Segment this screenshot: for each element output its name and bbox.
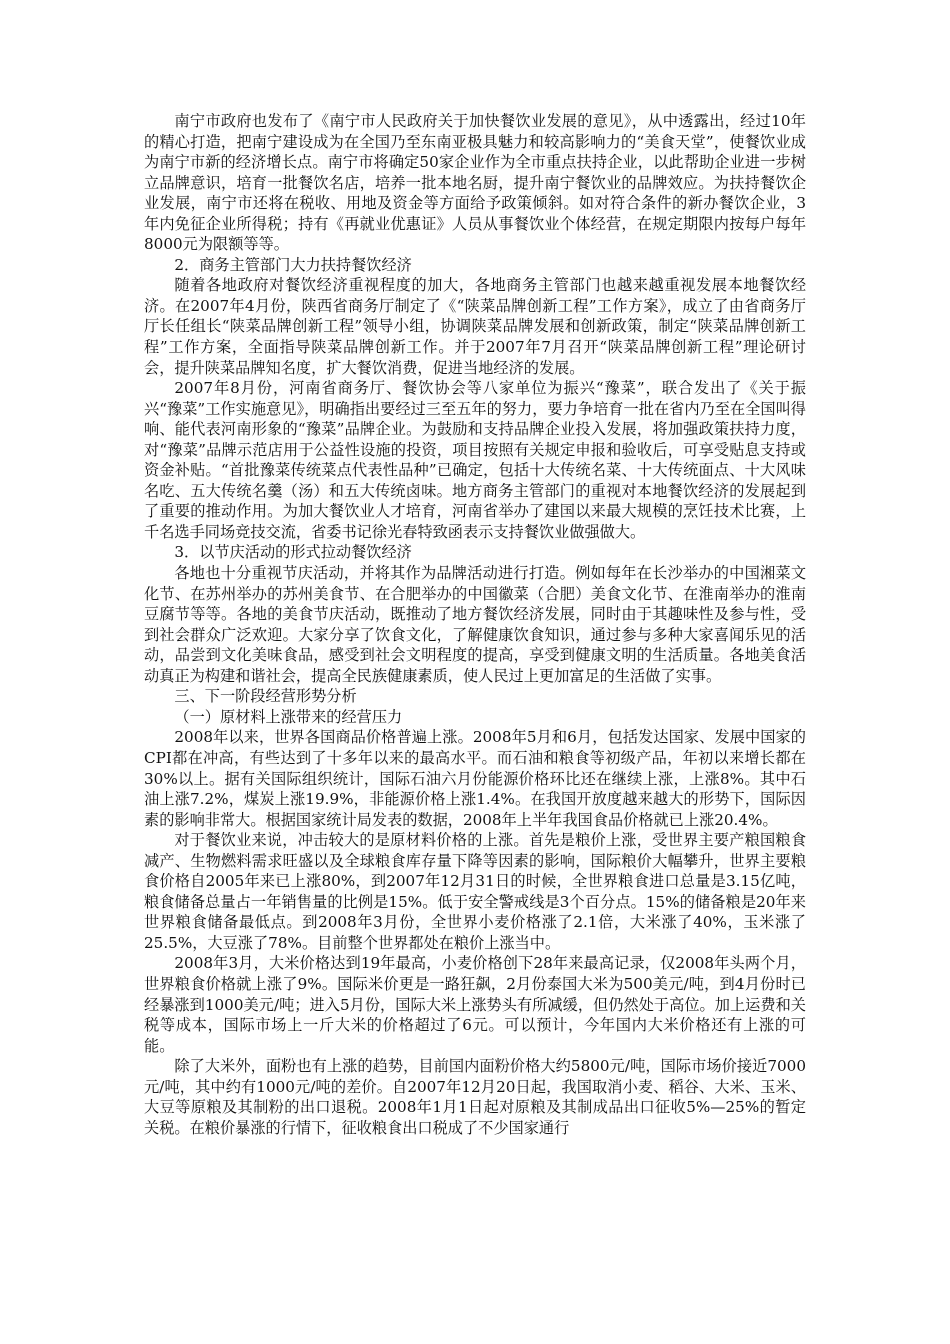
paragraph-grain-prices: 对于餐饮业来说，冲击较大的是原材料价格的上涨。首先是粮价上涨，受世界主要产粮国粮食减产、生物燃料需求旺盛以及全球粮食库存量下降等因素的影响，国际粮价大幅攀升，世界主要粮食价格自2005年来已上涨80%，到2007年12月31日的时候，全世界粮食进口总量是3.15亿吨，粮食储备总量占一年销售量的比例是15%。低于安全警戒线是3个百分点。15%的储备粮是20年来世界粮食储备最低点。到2008年3月份，全世界小麦价格涨了2.1倍，大米涨了40%，玉米涨了25.5%，大豆涨了78%。目前整个世界都处在粮价上涨当中。: [144, 831, 806, 952]
paragraph-rice-prices: 2008年3月，大米价格达到19年最高，小麦价格创下28年来最高记录，仅2008年头两个月，世界粮食价格就上涨了9%。国际米价更是一路狂飙，2月份泰国大米为500美元/吨，到4月份时已经暴涨到1000美元/吨；进入5月份，国际大米上涨势头有所减缓，但仍然处于高位。加上运费和关税等成本，国际市场上一斤大米的价格超过了6元。可以预计，今年国内大米价格还有上涨的可能。: [144, 954, 806, 1055]
section-heading-festivals: 3．以节庆活动的形式拉动餐饮经济: [174, 543, 412, 562]
paragraph-food-festivals: 各地也十分重视节庆活动，并将其作为品牌活动进行打造。例如每年在长沙举办的中国湘菜文化节、在苏州举办的苏州美食节、在合肥举办的中国徽菜（合肥）美食文化节、在淮南举办的淮南豆腐节等等。各地的美食节庆活动，既推动了地方餐饮经济发展，同时由于其趣味性及参与性，受到社会群众广泛欢迎。大家分享了饮食文化，了解健康饮食知识，通过参与多种大家喜闻乐见的活动，品尝到文化美味食品，感受到社会文明程度的提高，享受到健康文明的生活质量。各地美食活动真正为构建和谐社会，提高全民族健康素质，使人民过上更加富足的生活做了实事。: [144, 564, 806, 685]
section-heading-commerce-support: 2．商务主管部门大力扶持餐饮经济: [174, 255, 412, 274]
paragraph-henan-yucai: 2007年8月份，河南省商务厅、餐饮协会等八家单位为振兴“豫菜”，联合发出了《关于振兴“豫菜”工作实施意见》，明确指出要经过三至五年的努力，要力争培育一批在省内乃至在全国叫得响、能代表河南形象的“豫菜”品牌企业。为鼓励和支持品牌企业投入发展，将加强政策扶持力度，对“豫菜”品牌示范店用于公益性设施的投资，项目按照有关规定申报和验收后，可享受贴息支持或资金补贴。“首批豫菜传统菜点代表性品种”已确定，包括十大传统名菜、十大传统面点、十大风味名吃、五大传统名羹（汤）和五大传统卤味。地方商务主管部门的重视对本地餐饮经济的发展起到了重要的推动作用。为加大餐饮业人才培育，河南省举办了建国以来最大规模的烹饪技术比赛，上千名选手同场竞技交流，省委书记徐光春特致函表示支持餐饮业做强做大。: [144, 379, 806, 541]
chapter-heading-outlook: 三、下一阶段经营形势分析: [174, 687, 357, 706]
paragraph-global-prices: 2008年以来，世界各国商品价格普遍上涨。2008年5月和6月，包括发达国家、发展中国家的CPI都在冲高，有些达到了十多年以来的最高水平。而石油和粮食等初级产品，年初以来增长都在30%以上。据有关国际组织统计，国际石油六月份能源价格环比还在继续上涨，上涨8%。其中石油上涨7.2%，煤炭上涨19.9%，非能源价格上涨1.4%。在我国开放度越来越大的形势下，国际因素的影响非常大。根据国家统计局发表的数据，2008年上半年我国食品价格就已上涨20.4%。: [144, 728, 806, 829]
subsection-heading-raw-materials: （一）原材料上涨带来的经营压力: [174, 707, 403, 726]
paragraph-nanning-policy: 南宁市政府也发布了《南宁市人民政府关于加快餐饮业发展的意见》，从中透露出，经过10年的精心打造，把南宁建设成为在全国乃至东南亚极具魅力和较高影响力的“美食天堂”，使餐饮业成为南宁市新的经济增长点。南宁市将确定50家企业作为全市重点扶持企业，以此帮助企业进一步树立品牌意识，培育一批餐饮名店，培养一批本地名厨，提升南宁餐饮业的品牌效应。为扶持餐饮企业发展，南宁市还将在税收、用地及资金等方面给予政策倾斜。如对符合条件的新办餐饮企业，3年内免征企业所得税；持有《再就业优惠证》人员从事餐饮业个体经营，在规定期限内按每户每年8000元为限额等等。: [144, 112, 806, 254]
document-page: [144, 111, 806, 1138]
paragraph-shaanxi-brand: 随着各地政府对餐饮经济重视程度的加大，各地商务主管部门也越来越重视发展本地餐饮经济。在2007年4月份，陕西省商务厅制定了《“陕菜品牌创新工程”工作方案》，成立了由省商务厅厅长任组长“陕菜品牌创新工程”领导小组，协调陕菜品牌发展和创新政策，制定“陕菜品牌创新工程”工作方案，全面指导陕菜品牌创新工作。并于2007年7月召开“陕菜品牌创新工程”理论研讨会，提升陕菜品牌知名度，扩大餐饮消费，促进当地经济的发展。: [144, 276, 806, 377]
paragraph-flour-prices: 除了大米外，面粉也有上涨的趋势，目前国内面粉价格大约5800元/吨，国际市场价接近7000元/吨，其中约有1000元/吨的差价。自2007年12月20日起，我国取消小麦、稻谷、大米、玉米、大豆等原粮及其制粉的出口退税。2008年1月1日起对原粮及其制成品出口征收5%—25%的暂定关税。在粮价暴涨的行情下，征收粮食出口税成了不少国家通行: [144, 1057, 806, 1137]
